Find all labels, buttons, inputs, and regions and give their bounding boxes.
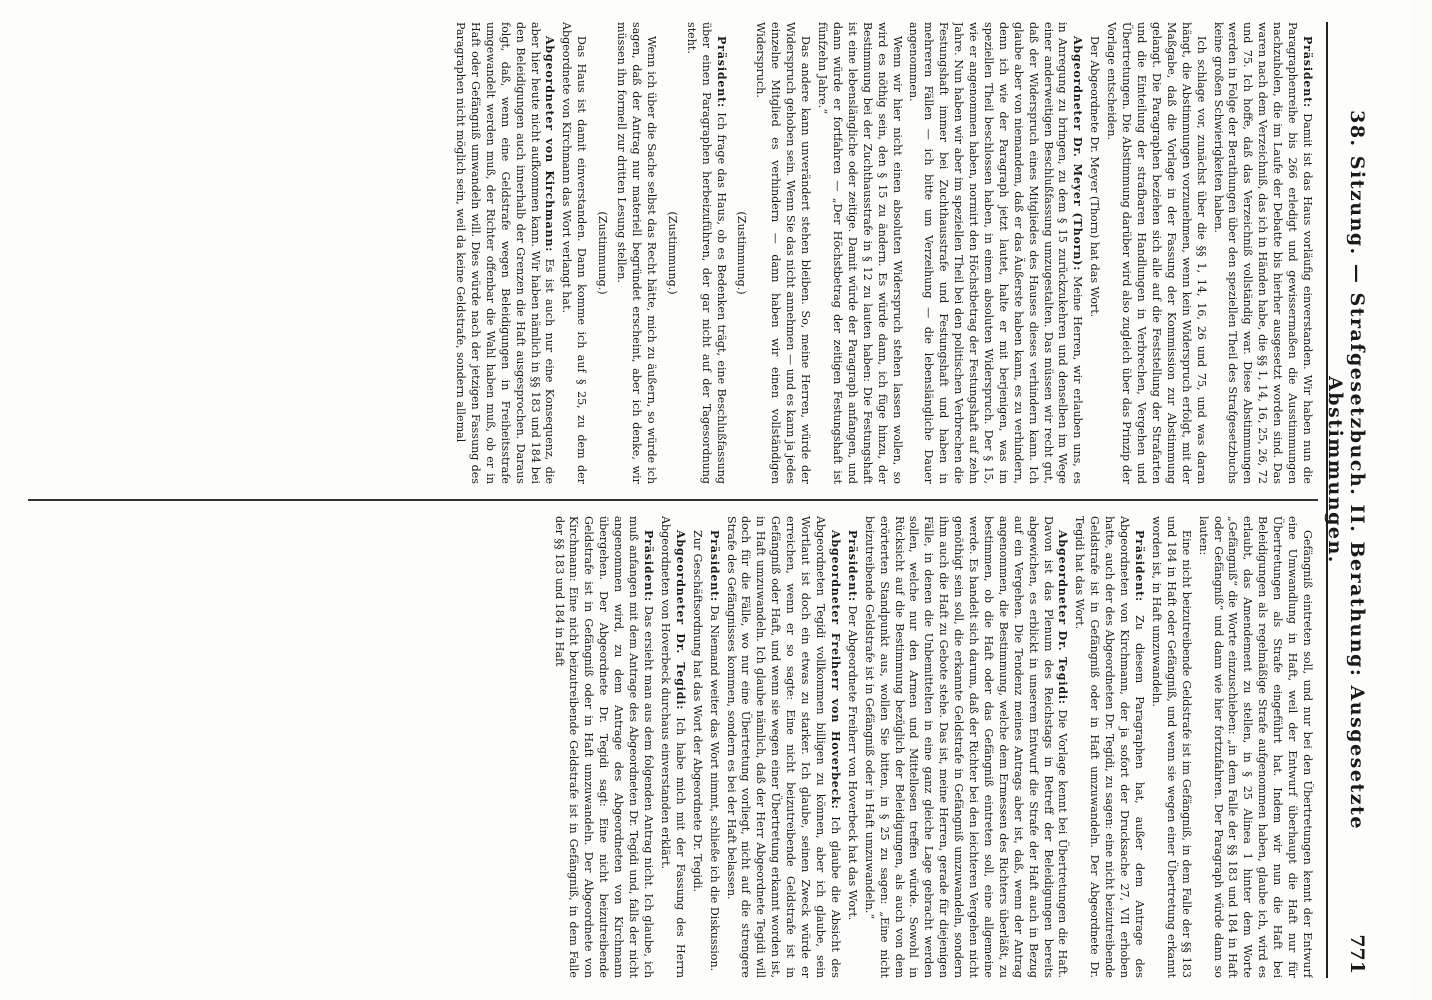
paragraph bbox=[689, 516, 704, 978]
paragraph bbox=[723, 516, 842, 978]
paragraph bbox=[1148, 516, 1193, 978]
paragraph bbox=[734, 22, 749, 484]
left-column bbox=[24, 22, 1314, 484]
running-title: 38. Sitzung. — Strafgesetzbuch. II. Berathung: Ausgesetzte Abstimmungen. bbox=[1324, 110, 1368, 830]
right-column bbox=[24, 516, 1314, 978]
paragraph-text: (Zustimmung.) bbox=[665, 211, 679, 295]
paragraph bbox=[1072, 516, 1147, 978]
paragraph bbox=[613, 22, 658, 484]
paragraph-text: Das andere kann unverändert stehen bleiben. So, meine Herren, würde der Widerspruch gehoben sein. Wenn Sie das nicht annehmen — und es kann ja jedes einzelne Mitglied es verhindern — dann haben wir einen vollständigen Widerspruch. bbox=[754, 22, 813, 484]
paragraph-text: (Zustimmung.) bbox=[596, 211, 610, 295]
speaker-name: Präsident: bbox=[642, 530, 656, 602]
column-divider bbox=[28, 499, 1318, 501]
paragraph bbox=[559, 22, 589, 484]
paragraph bbox=[1210, 22, 1314, 484]
speaker-name: Abgeordneter Freiherr von Hoverbeck: bbox=[828, 530, 842, 810]
paragraph bbox=[906, 22, 1085, 484]
speaker-name: Präsident: bbox=[714, 36, 728, 108]
speaker-name: Abgeordneter Dr. Tegidi: bbox=[1056, 530, 1070, 705]
paragraph-text: Wenn wir hier nicht einen absoluten Widerspruch stehen lassen wollen, so wird es nöthig sein, den § 15 zu ändern. Es würde dann, ich füge hinzu, der Bestimmung bei der Zuchthausstrafe in § 12 zu lauten haben: Die Festungshaft ist eine lebenslängliche oder zeitige. Damit würde der Paragraph anfangen, und dann würde er fortfahren — „Der Höchstbetrag der zeitigen Festungshaft ist fünfzehn Jahre.“ bbox=[816, 22, 904, 484]
paragraph-text: Ich frage das Haus, ob es Bedenken trägt, eine Beschlußfassung über einen Paragraphen herbeizuführen, der gar nicht auf der Tagesordnung steht. bbox=[684, 22, 728, 484]
paragraph-text: Das Haus ist damit einverstanden. Dann komme ich auf § 25, zu dem der Abgeordnete von Kirchmann das Wort verlangt hat. bbox=[560, 22, 589, 484]
paragraph-text: Wenn ich über die Sache selbst das Recht hätte, mich zu äußern, so würde ich sagen, daß der Antrag nur materiell begründet erscheint, aber ich denke, wir müssen ihn formell zur dritten Lesung stellen. bbox=[615, 22, 658, 484]
paragraph-text: Zu diesem Paragraphen hat, außer dem Antrage des Abgeordneten von Kirchmann, der ja sofort der Drucksache 27, VII erhoben hatte, auch der des Abgeordneten Dr. Tegidi, zu sagen: eine nicht beizutreibende Geldstrafe ist in Gefängniß oder in Haft umzuwandeln. Der Abgeordnete Dr. Tegidi hat das Wort. bbox=[1073, 516, 1147, 978]
paragraph bbox=[844, 516, 859, 978]
paragraph bbox=[657, 516, 687, 978]
speaker-name: Präsident: bbox=[845, 530, 859, 602]
paragraph-text: Der Abgeordnete Freiherr von Hoverbeck hat das Wort. bbox=[845, 605, 859, 921]
paragraph bbox=[1103, 22, 1207, 484]
paragraph-text: Das ersieht man aus dem folgenden Antrag nicht. Ich glaube, ich muß anfangen mit dem Antrage des Abgeordneten Dr. Tegidi und, falls der nicht angenommen wird, zu dem Antrage des Abgeordneten von Kirchmann übergehen. Der Abgeordnete Dr. Tegidi sagt: Eine nicht beizutreibende Geldstrafe ist in Gefängniß oder in Haft umzuwandeln. Der Abgeordnete von Kirchmann: Eine nicht beizutreibende Geldstrafe ist in Gefängniß, in dem Falle der §§ 183 und 184 in Haft bbox=[552, 516, 656, 978]
paragraph bbox=[861, 516, 1070, 978]
paragraph-text: Der Abgeordnete Dr. Meyer (Thorn) hat das Wort. bbox=[1088, 36, 1102, 318]
paragraph bbox=[1195, 516, 1314, 978]
paragraph bbox=[752, 22, 812, 484]
paragraph bbox=[1086, 22, 1101, 484]
paragraph-text: Damit ist das Haus vorläufig einverstanden. Wir haben nun die Paragraphenreihe bis 266 erledigt und gewissermaßen die Ausstimmungen nachzuholen, die im Laufe der Debatte bis hierher ausgesetzt worden sind. Das waren nach dem Verzeichniß, das ich in Händen habe, die §§ 1, 14, 16, 25, 26, 72 und 75. Ich hoffe, daß das Verzeichniß vollständig war. Diese Abstimmungen werden in Folge der Berathungen über den speziellen Theil des Strafgesetzbuchs keine großen Schwierigkeiten haben. bbox=[1211, 22, 1314, 484]
paragraph bbox=[683, 22, 728, 484]
paragraph-text: Eine nicht beizutreibende Geldstrafe ist im Gefängniß, in dem Falle der §§ 183 und 184 in Haft oder Gefängniß, und wenn sie wegen einer Übertretung erkannt worden ist, in Haft umzuwandeln. bbox=[1149, 516, 1193, 978]
paragraph bbox=[452, 22, 556, 484]
paragraph-text: Ich glaube die Absicht des Abgeordneten Tegidi vollkommen billigen zu können, aber ich glaube, sein Wortlaut ist doch ein etwas zu starker. Ich glaube, seinen Zweck würde er erreichen, wenn er so sagte: Eine nicht beizutreibende Geldstrafe ist in Gefängniß oder Haft, und wenn sie wegen einer Übertretung erkannt worden ist, in Haft umzuwandeln. Ich glaube nämlich, daß der Herr Abgeordnete Tegidi will doch für die Fälle, wo nur eine Übertretung vorliegt, nicht auf die strengere Strafe des Gefängnisses kommen, sondern es bei der Haft belassen. bbox=[724, 516, 842, 978]
speaker-name: Abgeordneter Dr. Meyer (Thorn): bbox=[1071, 36, 1085, 272]
paragraph-text: Die Vorlage kennt bei Übertretungen die Haft. Davon ist das Plenum des Reichstags in Betreff der Beleidigungen bereits abgewichen, es erblickt in unserem Entwurf die Strafe der Haft auch in Bezug auf ein Vergehen. Die Tendenz meines Antrags aber ist, daß, wenn der Antrag angenommen, die Bestimmung, welche dem Ermessen des Richters überläßt, zu bestimmen, ob die Haft oder das Gefängniß eintreten soll, eine allgemeine werde. Es handelt sich darum, daß der Richter bei den leichteren Vergehen nicht genöthigt sein soll, die erkannte Geldstrafe in Gefängniß umzuwandeln, sondern ihm auch die Haft zu Gebote stehe. Das ist, meine Herren, gerade für diejenigen Fälle, in denen die Unbemittelten in eine ganz gleiche Lage gebracht werden sollen, welche nur den Armen und Mittellosen treffen würde. Sowohl in Rücksicht auf die Bestimmung bezüglich der Beleidigungen, als auch von dem erörterten Standpunkt aus, wollen Sie bitten, in § 25 zu sagen: „Eine nicht beizutreibende Geldstrafe ist in Gefängniß oder in Haft umzuwandeln.“ bbox=[862, 516, 1070, 978]
speaker-name: Präsident: bbox=[707, 530, 721, 602]
paragraph-text: (Zustimmung.) bbox=[735, 211, 749, 295]
paragraph bbox=[664, 22, 679, 484]
paragraph bbox=[594, 22, 609, 484]
paragraph-text: Zur Geschäftsordnung hat das Wort der Abgeordnete Dr. Tegidi. bbox=[690, 530, 704, 893]
speaker-name: Präsident: bbox=[1133, 530, 1147, 602]
paragraph-text: Ich schlage vor, zunächst über die §§ 1, 14, 16, 26 und 75, und was daran hängt, die Abstimmungen vorzunehmen, wenn kein Widerspruch erfolgt, mit der Maßgabe, daß die Vorlage in der Fassung der Kommission zur Abstimmung gelangt. Die Paragraphen beziehen sich alle auf die Feststellung der Strafarten und die Einteilung der strafbaren Handlungen in Verbrechen, Vergehen und Übertretungen. Die Abstimmung darüber wird also zugleich über das Prinzip der Vorlage entscheiden. bbox=[1105, 22, 1208, 484]
paragraph-text: Es ist auch nur eine Konsequenz, die aber hier heute nicht aufkommen kann. Wir haben nämlich in §§ 183 und 184 bei den Beleidigungen auch innerhalb der Grenzen die Haft ausgesprochen. Daraus folgt, daß, wenn eine Geldstrafe wegen Beleidigungen in Freiheitsstrafe umgewandelt werden muß, der Richter offenbar die Wahl haben muß, ob er in Haft oder Gefängniß umwandeln will. Dies würde nach der jetzigen Fassung des Paragraphen nicht möglich sein, weil da keine Geldstrafe, sondern allemal bbox=[454, 22, 557, 484]
paragraph bbox=[706, 516, 721, 978]
speaker-name: Abgeordneter von Kirchmann: bbox=[543, 36, 557, 253]
page-number: 771 bbox=[1346, 934, 1368, 974]
paragraph-text: Meine Herren, wir erlauben uns, es in Anregung zu bringen, zu dem § 15 zurückzukehren und denselben im Wege einer anderweitigen Beschlußfassung umzugestalten. Das müssen wir recht gut, daß der Widerspruch eines Mitgliedes des Hauses dieses verhindern kann. Ich glaube aber von niemandem, daß er das Äußerste haben kann, es zu verhindern, denn ich wie der Paragraph jetzt lautet, halte er mit berjenigen, was im speziellen Theil beschlossen haben, in einem absoluten Widerspruch. Der § 15, wie er angenommen haben, normirt den Höchstbetrag der Festungshaft auf zehn Jahre. Nun haben wir aber im speziellen Theil bei den politischen Verbrechen die Festungshaft immer bei Zuchthausstrafe und Festungshaft und haben in mehreren Fällen — ich bitte um Verzeihung — die lebenslängliche Dauer angenommen. bbox=[907, 22, 1085, 484]
paragraph-text: Da Niemand weiter das Wort nimmt, schließe ich die Diskussion. bbox=[707, 605, 721, 972]
paragraph-text: Gefängniß eintreten soll, und nur bei den Übertretungen kennt der Entwurf eine Umwandlung in Haft, weil der Entwurf überhaupt die Haft nur für Übertretungen als Strafe eingeführt hat. Indem wir nun die Haft bei Beleidigungen als regelmäßige Strafe aufgenommen haben, glaube ich, wird es erlaubt, das Amendement zu stellen, in § 25 Alinea 1 hinter dem Worte „Gefängniß“ die Worte einzuschieben: „in dem Falle der §§ 183 und 184 in Haft oder Gefängniß“ und dann wie hier fortzufahren. Der Paragraph würde dann so lauten: bbox=[1196, 516, 1314, 978]
paragraph bbox=[814, 22, 903, 484]
paragraph bbox=[551, 516, 655, 978]
speaker-name: Abgeordneter Dr. Tegidi: bbox=[673, 530, 687, 711]
page-header bbox=[1326, 22, 1374, 978]
paragraph-text: Ich habe mich mit der Fassung des Herrn Abgeordneten von Hoverbeck durchaus einverstanden erklärt. bbox=[658, 516, 687, 978]
speaker-name: Präsident: bbox=[1301, 36, 1314, 108]
